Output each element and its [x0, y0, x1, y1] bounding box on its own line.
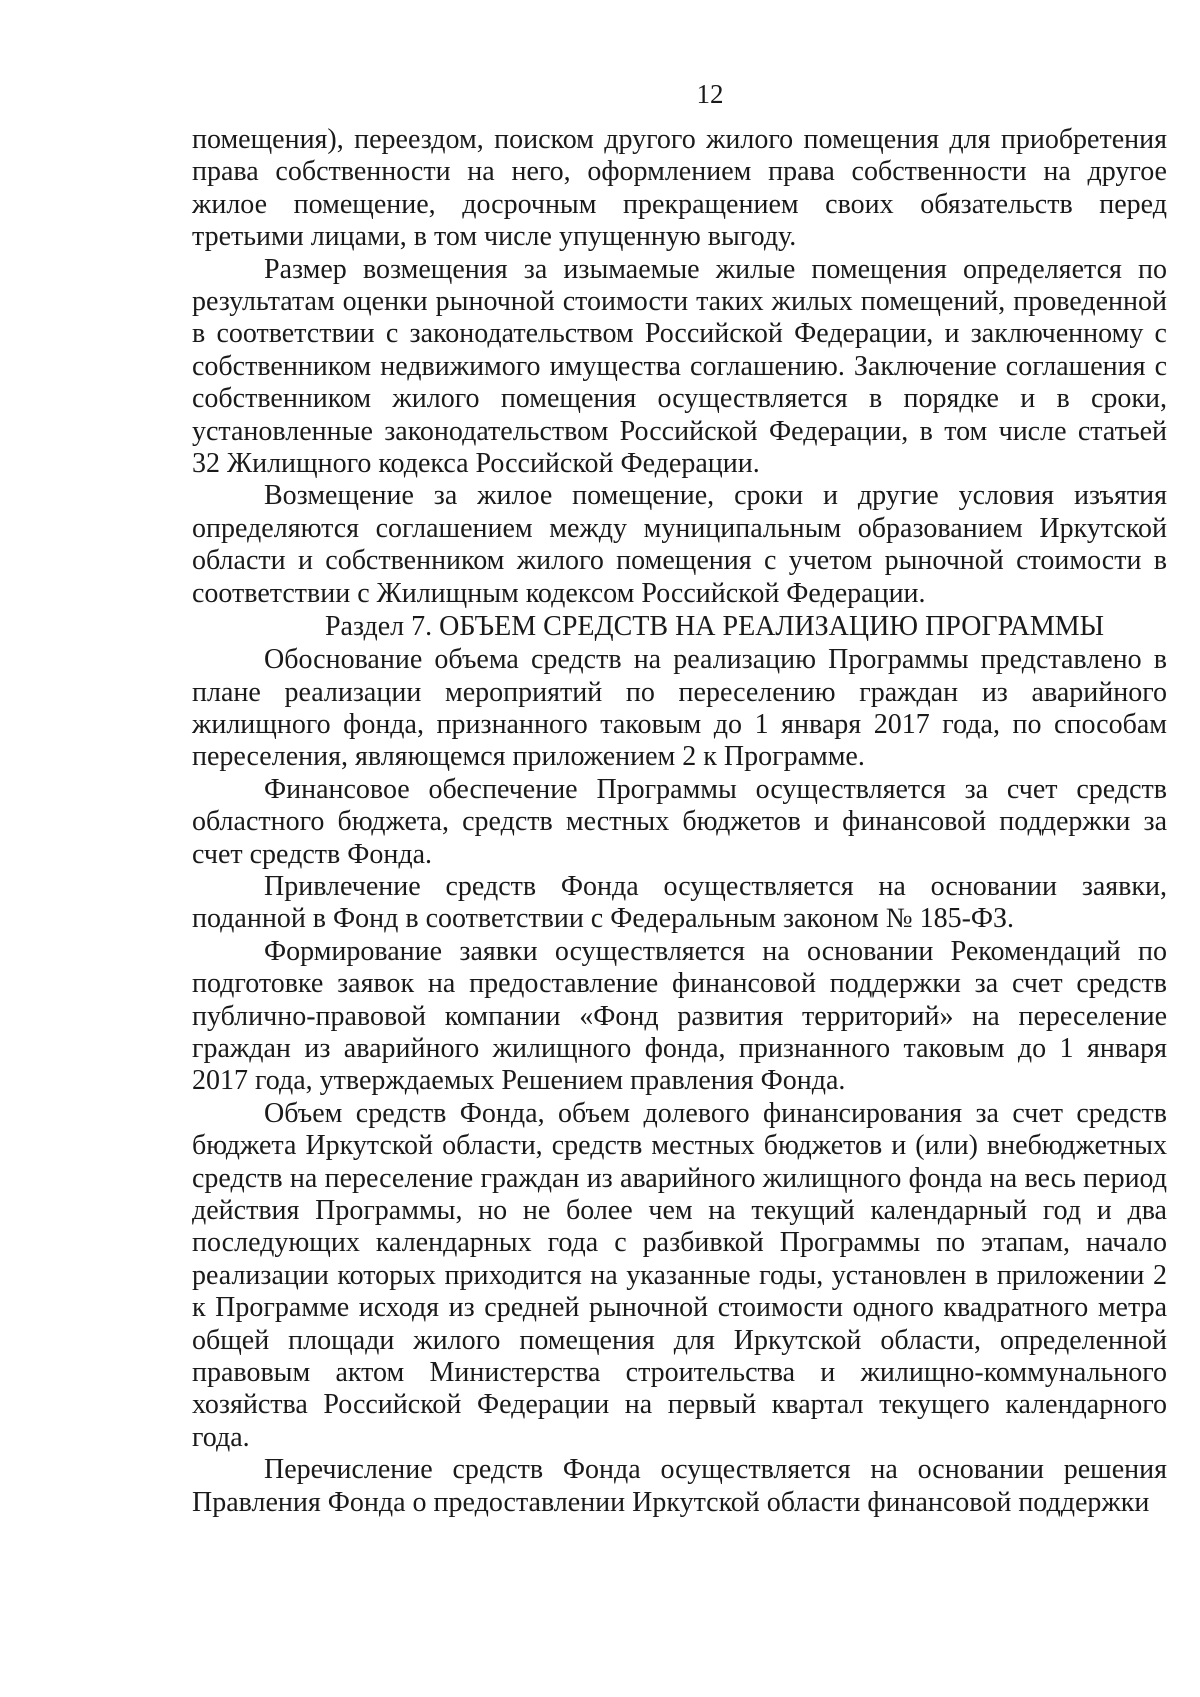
- paragraph-fund-application: Привлечение средств Фонда осуществляется на основании заявки, поданной в Фонд в соответствии с Федеральным законом № 185-ФЗ.: [192, 870, 1167, 935]
- paragraph-fund-transfer: Перечисление средств Фонда осуществляется на основании решения Правления Фонда о предоставлении Иркутской области финансовой поддержки: [192, 1454, 1167, 1518]
- paragraph-compensation-amount: Размер возмещения за изымаемые жилые помещения определяется по результатам оценки рыночной стоимости таких жилых помещений, проведенной в соответствии с законодательством Российской Федерации, и заключенному с собственником недвижимого имущества соглашению. Заключение соглашения с собственником жилого помещения осуществляется в порядке и в сроки, установленные законодательством Российской Федерации, в том числе статьей 32 Жилищного кодекса Российской Федерации.: [192, 253, 1167, 480]
- paragraph-compensation-terms: Возмещение за жилое помещение, сроки и другие условия изъятия определяются соглашением между муниципальным образованием Иркутской области и собственником жилого помещения с учетом рыночной стоимости в соответствии с Жилищным кодексом Российской Федерации.: [192, 480, 1167, 609]
- paragraph-financial-support: Финансовое обеспечение Программы осуществляется за счет средств областного бюджета, средств местных бюджетов и финансовой поддержки за счет средств Фонда.: [192, 773, 1167, 870]
- paragraph-application-formation: Формирование заявки осуществляется на основании Рекомендаций по подготовке заявок на предоставление финансовой поддержки за счет средств публично-правовой компании «Фонд развития территорий» на переселение граждан из аварийного жилищного фонда, признанного таковым до 1 января 2017 года, утверждаемых Решением правления Фонда.: [192, 935, 1167, 1097]
- paragraph-fund-volume: Объем средств Фонда, объем долевого финансирования за счет средств бюджета Иркутской области, средств местных бюджетов и (или) внебюджетных средств на переселение граждан из аварийного жилищного фонда на весь период действия Программы, но не более чем на текущий календарный год и два последующих календарных года с разбивкой Программы по этапам, начало реализации которых приходится на указанные годы, установлен в приложении 2 к Программе исходя из средней рыночной стоимости одного квадратного метра общей площади жилого помещения для Иркутской области, определенной правовым актом Министерства строительства и жилищно-коммунального хозяйства Российской Федерации на первый квартал текущего календарного года.: [192, 1097, 1167, 1453]
- paragraph-funding-justification: Обоснование объема средств на реализацию Программы представлено в плане реализации мероприятий по переселению граждан из аварийного жилищного фонда, признанного таковым до 1 января 2017 года, по способам переселения, являющемся приложением 2 к Программе.: [192, 644, 1167, 773]
- section-heading: Раздел 7. ОБЪЕМ СРЕДСТВ НА РЕАЛИЗАЦИЮ ПРОГРАММЫ: [324, 611, 1105, 643]
- paragraph-continuation: помещения), переездом, поиском другого жилого помещения для приобретения права собственности на него, оформлением права собственности на другое жилое помещение, досрочным прекращением своих обязательств перед третьими лицами, в том числе упущенную выгоду.: [192, 124, 1167, 253]
- document-body: [192, 124, 1167, 1519]
- page-number: 12: [696, 79, 724, 109]
